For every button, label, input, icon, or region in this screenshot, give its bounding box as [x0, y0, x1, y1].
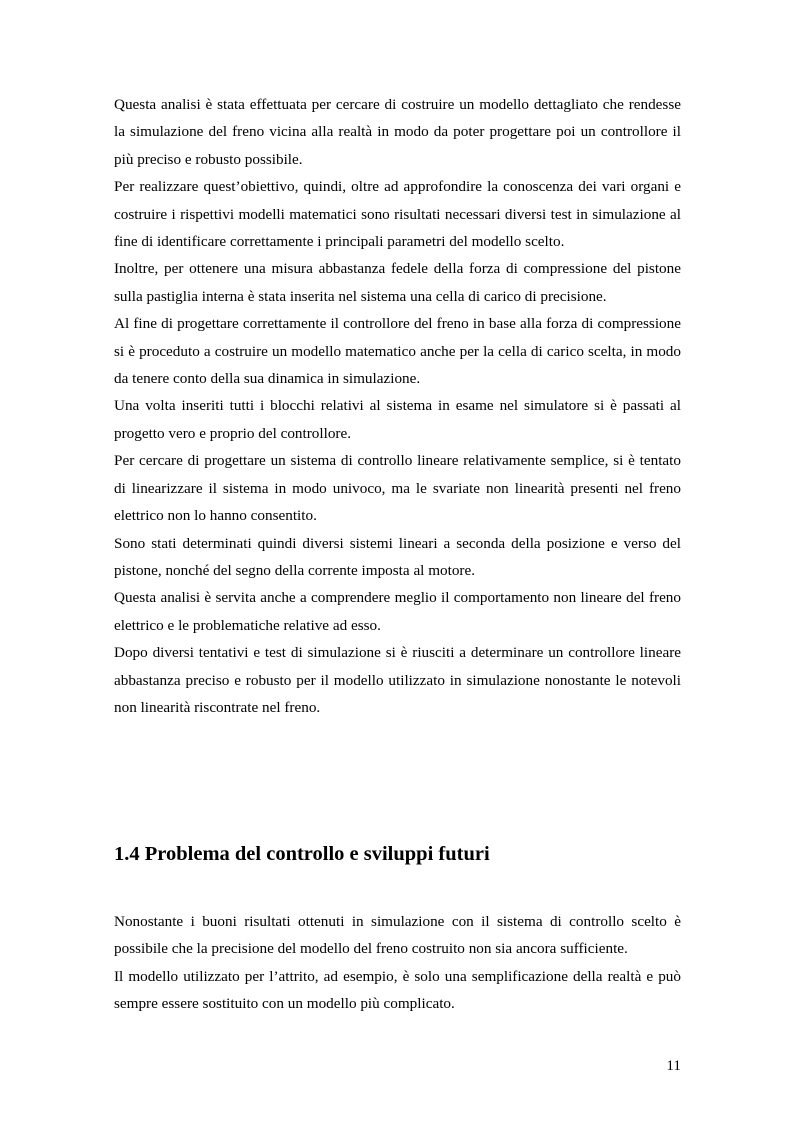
- paragraph: Sono stati determinati quindi diversi sistemi lineari a seconda della posizione e verso del pistone, nonché del segno della corrente imposta al motore.: [114, 534, 681, 579]
- paragraph: Al fine di progettare correttamente il controllore del freno in base alla forza di compressione si è proceduto a costruire un modello matematico anche per la cella di carico scelta, in modo da tenere conto della sua dinamica in simulazione.: [114, 315, 681, 388]
- page-number: 11: [666, 1057, 681, 1074]
- paragraph: Inoltre, per ottenere una misura abbastanza fedele della forza di compressione del pistone sulla pastiglia interna è stata inserita nel sistema una cella di carico di precisione.: [114, 260, 681, 305]
- paragraph: Nonostante i buoni risultati ottenuti in simulazione con il sistema di controllo scelto è possibile che la precisione del modello del freno costruito non sia ancora sufficiente.: [114, 913, 681, 958]
- section-heading: 1.4 Problema del controllo e sviluppi futuri: [114, 843, 490, 865]
- paragraph: Questa analisi è servita anche a comprendere meglio il comportamento non lineare del freno elettrico e le problematiche relative ad esso.: [114, 589, 681, 634]
- body-text: [114, 91, 681, 721]
- paragraph: Una volta inseriti tutti i blocchi relativi al sistema in esame nel simulatore si è passati al progetto vero e proprio del controllore.: [114, 397, 681, 442]
- paragraph: Per realizzare quest’obiettivo, quindi, oltre ad approfondire la conoscenza dei vari organi e costruire i rispettivi modelli matematici sono risultati necessari diversi test in simulazione al fine di identificare correttamente i principali parametri del modello scelto.: [114, 178, 681, 251]
- paragraph: Per cercare di progettare un sistema di controllo lineare relativamente semplice, si è tentato di linearizzare il sistema in modo univoco, ma le svariate non linearità presenti nel freno elettrico non lo hanno consentito.: [114, 452, 681, 525]
- paragraph: Dopo diversi tentativi e test di simulazione si è riusciti a determinare un controllore lineare abbastanza preciso e robusto per il modello utilizzato in simulazione nonostante le notevoli non linearità riscontrate nel freno.: [114, 644, 681, 716]
- paragraph: Il modello utilizzato per l’attrito, ad esempio, è solo una semplificazione della realtà e può sempre essere sostituito con un modello più complicato.: [114, 967, 681, 1013]
- paragraph: Questa analisi è stata effettuata per cercare di costruire un modello dettagliato che rendesse la simulazione del freno vicina alla realtà in modo da poter progettare poi un controllore il più preciso e robusto possibile.: [114, 96, 681, 168]
- section-body: [114, 908, 681, 1018]
